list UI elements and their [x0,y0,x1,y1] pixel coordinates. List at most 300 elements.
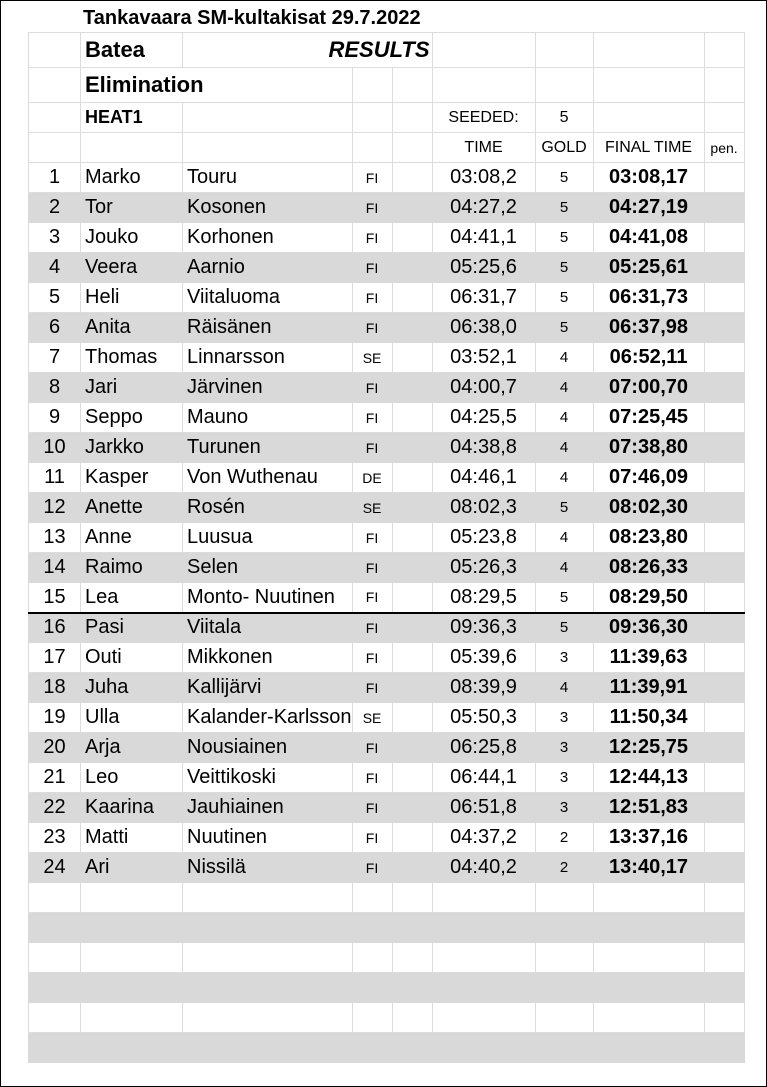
country-cell: FI [352,613,392,643]
country-cell: FI [352,823,392,853]
country-cell: FI [352,163,392,193]
rank-cell: 19 [29,703,81,733]
gold-cell: 2 [535,823,593,853]
rank-cell: 10 [29,433,81,463]
last-name-cell: Korhonen [183,223,353,253]
gold-cell [535,943,593,973]
last-name-cell: Kallijärvi [183,673,353,703]
gold-cell: 5 [535,313,593,343]
time-cell: 04:25,5 [432,403,535,433]
gold-cell [535,1033,593,1063]
result-row [29,163,745,193]
final-time-cell: 08:29,50 [593,583,704,613]
rank-cell: 14 [29,553,81,583]
result-row [29,673,745,703]
result-row [29,493,745,523]
final-time-cell: 08:02,30 [593,493,704,523]
rank-cell [29,883,81,913]
last-name-cell: Von Wuthenau [183,463,353,493]
result-row [29,223,745,253]
gold-cell: 5 [535,163,593,193]
rank-cell: 17 [29,643,81,673]
country-cell: SE [352,343,392,373]
country-cell: FI [352,313,392,343]
pen-cell [704,943,744,973]
first-name-cell [81,1003,183,1033]
result-row [29,613,745,643]
pen-cell [704,553,744,583]
blank-cell [392,553,432,583]
final-time-cell [593,1033,704,1063]
gold-cell: 4 [535,403,593,433]
first-name-cell: Pasi [81,613,183,643]
rank-cell [29,1033,81,1063]
final-time-cell: 06:31,73 [593,283,704,313]
rank-cell [29,973,81,1003]
final-time-cell [593,943,704,973]
last-name-cell: Luusua [183,523,353,553]
first-name-cell: Ulla [81,703,183,733]
result-row [29,523,745,553]
gold-cell: 5 [535,493,593,523]
country-cell: FI [352,433,392,463]
last-name-cell [183,913,353,943]
competition-title: Tankavaara SM-kultakisat 29.7.2022 [83,7,421,29]
time-cell: 06:31,7 [432,283,535,313]
country-cell: FI [352,553,392,583]
country-cell [352,1033,392,1063]
first-name-cell [81,883,183,913]
time-cell: 03:08,2 [432,163,535,193]
gold-cell: 3 [535,643,593,673]
rank-cell: 23 [29,823,81,853]
last-name-cell: Mauno [183,403,353,433]
first-name-cell: Jari [81,373,183,403]
country-cell: SE [352,703,392,733]
first-name-cell: Heli [81,283,183,313]
rank-cell: 15 [29,583,81,613]
pen-cell [704,583,744,613]
blank-cell [392,403,432,433]
rank-cell: 6 [29,313,81,343]
last-name-cell [183,1003,353,1033]
country-cell: FI [352,223,392,253]
pen-cell [704,1003,744,1033]
country-cell [352,883,392,913]
pen-cell [704,253,744,283]
final-time-cell: 07:00,70 [593,373,704,403]
result-row [29,403,745,433]
blank-cell [392,1003,432,1033]
first-name-cell: Seppo [81,403,183,433]
header-row-heat [29,103,745,133]
blank-cell [392,373,432,403]
pen-cell [704,193,744,223]
first-name-cell [81,943,183,973]
last-name-cell: Kosonen [183,193,353,223]
last-name-cell: Mikkonen [183,643,353,673]
blank-cell [392,763,432,793]
result-row [29,553,745,583]
time-cell: 05:26,3 [432,553,535,583]
result-row [29,583,745,613]
country-cell: FI [352,523,392,553]
final-time-cell: 13:40,17 [593,853,704,883]
first-name-cell: Marko [81,163,183,193]
first-name-cell: Outi [81,643,183,673]
time-cell [432,973,535,1003]
pen-cell [704,913,744,943]
final-time-cell: 11:39,91 [593,673,704,703]
rank-cell: 7 [29,343,81,373]
result-row [29,193,745,223]
rank-cell: 8 [29,373,81,403]
gold-cell: 4 [535,673,593,703]
final-time-cell: 03:08,17 [593,163,704,193]
gold-cell: 5 [535,613,593,643]
gold-cell: 5 [535,283,593,313]
rank-cell: 13 [29,523,81,553]
result-row [29,793,745,823]
gold-cell [535,913,593,943]
time-cell [432,883,535,913]
rank-cell: 4 [29,253,81,283]
result-row [29,433,745,463]
first-name-cell: Jarkko [81,433,183,463]
result-row [29,823,745,853]
rank-cell: 11 [29,463,81,493]
time-cell: 05:25,6 [432,253,535,283]
rank-cell: 5 [29,283,81,313]
time-cell: 05:50,3 [432,703,535,733]
last-name-cell: Monto- Nuutinen [183,583,353,613]
first-name-cell: Juha [81,673,183,703]
result-row [29,373,745,403]
time-cell: 06:51,8 [432,793,535,823]
result-row [29,463,745,493]
final-time-cell: 07:38,80 [593,433,704,463]
pen-cell [704,523,744,553]
blank-cell [392,823,432,853]
seeded-label: SEEDED: [432,103,535,133]
empty-row [29,883,745,913]
pen-cell [704,1033,744,1063]
time-cell: 04:37,2 [432,823,535,853]
time-cell [432,943,535,973]
final-time-cell: 11:39,63 [593,643,704,673]
rank-cell: 1 [29,163,81,193]
country-cell: FI [352,673,392,703]
final-time-cell [593,883,704,913]
rank-cell: 21 [29,763,81,793]
last-name-cell: Aarnio [183,253,353,283]
country-cell: FI [352,853,392,883]
pen-cell [704,823,744,853]
blank-cell [392,1033,432,1063]
pen-cell [704,883,744,913]
final-time-cell: 06:37,98 [593,313,704,343]
last-name-cell: Viitala [183,613,353,643]
header-row-round [29,68,745,103]
results-table [28,32,745,1063]
country-cell: FI [352,763,392,793]
time-cell: 08:39,9 [432,673,535,703]
country-cell: DE [352,463,392,493]
pen-cell [704,493,744,523]
gold-cell: 5 [535,253,593,283]
pen-cell [704,163,744,193]
gold-cell [535,883,593,913]
country-cell [352,1003,392,1033]
empty-row [29,1033,745,1063]
pen-cell [704,403,744,433]
final-time-cell [593,913,704,943]
time-cell: 06:25,8 [432,733,535,763]
country-cell: FI [352,283,392,313]
result-row [29,283,745,313]
pen-cell [704,673,744,703]
pen-cell [704,313,744,343]
final-time-cell: 08:26,33 [593,553,704,583]
country-cell: FI [352,643,392,673]
time-cell: 04:41,1 [432,223,535,253]
first-name-cell: Arja [81,733,183,763]
col-header-pen: pen. [704,133,744,163]
blank-cell [392,343,432,373]
country-cell: FI [352,253,392,283]
final-time-cell: 06:52,11 [593,343,704,373]
first-name-cell: Anne [81,523,183,553]
gold-cell: 4 [535,523,593,553]
result-row [29,313,745,343]
blank-cell [392,493,432,523]
gold-cell: 3 [535,703,593,733]
blank-cell [392,223,432,253]
final-time-cell: 04:41,08 [593,223,704,253]
time-cell: 05:39,6 [432,643,535,673]
first-name-cell: Anita [81,313,183,343]
rank-cell: 18 [29,673,81,703]
rank-cell [29,913,81,943]
empty-row [29,973,745,1003]
pen-cell [704,643,744,673]
blank-cell [392,463,432,493]
pen-cell [704,793,744,823]
time-cell: 05:23,8 [432,523,535,553]
time-cell: 04:40,2 [432,853,535,883]
rank-cell: 20 [29,733,81,763]
result-row [29,763,745,793]
last-name-cell: Nuutinen [183,823,353,853]
blank-cell [392,583,432,613]
last-name-cell: Touru [183,163,353,193]
col-header-time: TIME [432,133,535,163]
blank-cell [392,913,432,943]
empty-row [29,1003,745,1033]
last-name-cell [183,973,353,1003]
first-name-cell: Veera [81,253,183,283]
final-time-cell: 12:44,13 [593,763,704,793]
time-cell: 06:44,1 [432,763,535,793]
last-name-cell: Veittikoski [183,763,353,793]
blank-cell [392,643,432,673]
time-cell: 04:00,7 [432,373,535,403]
seeded-value: 5 [535,103,593,133]
country-cell: FI [352,583,392,613]
gold-cell: 4 [535,373,593,403]
gold-cell: 4 [535,343,593,373]
final-time-cell: 12:25,75 [593,733,704,763]
time-cell: 04:46,1 [432,463,535,493]
blank-cell [392,943,432,973]
result-row [29,643,745,673]
gold-cell [535,973,593,1003]
first-name-cell: Jouko [81,223,183,253]
rank-cell [29,1003,81,1033]
result-row [29,703,745,733]
final-time-cell: 12:51,83 [593,793,704,823]
gold-cell: 5 [535,583,593,613]
empty-row [29,943,745,973]
last-name-cell: Rosén [183,493,353,523]
pen-cell [704,763,744,793]
blank-cell [392,433,432,463]
country-cell: SE [352,493,392,523]
first-name-cell: Thomas [81,343,183,373]
time-cell: 03:52,1 [432,343,535,373]
rank-cell [29,943,81,973]
country-cell: FI [352,193,392,223]
final-time-cell: 08:23,80 [593,523,704,553]
blank-cell [392,733,432,763]
blank-cell [392,673,432,703]
pen-cell [704,463,744,493]
final-time-cell: 04:27,19 [593,193,704,223]
first-name-cell [81,913,183,943]
first-name-cell: Kasper [81,463,183,493]
last-name-cell [183,883,353,913]
result-row [29,253,745,283]
last-name-cell: Jauhiainen [183,793,353,823]
gold-cell: 5 [535,193,593,223]
blank-cell [392,973,432,1003]
blank-cell [392,283,432,313]
header-row-event [29,33,745,68]
last-name-cell: Järvinen [183,373,353,403]
gold-cell: 3 [535,793,593,823]
final-time-cell: 09:36,30 [593,613,704,643]
pen-cell [704,703,744,733]
first-name-cell: Tor [81,193,183,223]
blank-cell [392,883,432,913]
last-name-cell: Viitaluoma [183,283,353,313]
final-time-cell: 13:37,16 [593,823,704,853]
last-name-cell: Nissilä [183,853,353,883]
time-cell: 04:27,2 [432,193,535,223]
country-cell: FI [352,793,392,823]
gold-cell: 4 [535,433,593,463]
pen-cell [704,223,744,253]
gold-cell: 3 [535,733,593,763]
first-name-cell [81,1033,183,1063]
col-header-final-time: FINAL TIME [593,133,704,163]
first-name-cell: Anette [81,493,183,523]
gold-cell [535,1003,593,1033]
final-time-cell: 11:50,34 [593,703,704,733]
rank-cell: 16 [29,613,81,643]
country-cell [352,973,392,1003]
blank-cell [392,853,432,883]
round-name: Elimination [81,68,353,103]
last-name-cell: Turunen [183,433,353,463]
last-name-cell [183,943,353,973]
final-time-cell [593,973,704,1003]
rank-cell: 3 [29,223,81,253]
final-time-cell: 07:46,09 [593,463,704,493]
first-name-cell: Leo [81,763,183,793]
first-name-cell: Matti [81,823,183,853]
last-name-cell: Kalander-Karlsson [183,703,353,733]
empty-row [29,913,745,943]
result-row [29,853,745,883]
pen-cell [704,373,744,403]
country-cell [352,913,392,943]
final-time-cell: 05:25,61 [593,253,704,283]
last-name-cell: Selen [183,553,353,583]
time-cell: 04:38,8 [432,433,535,463]
heat-name: HEAT1 [81,103,183,133]
blank-cell [392,793,432,823]
rank-cell: 22 [29,793,81,823]
blank-cell [392,523,432,553]
gold-cell: 2 [535,853,593,883]
first-name-cell: Raimo [81,553,183,583]
col-header-gold: GOLD [535,133,593,163]
final-time-cell [593,1003,704,1033]
gold-cell: 5 [535,223,593,253]
country-cell [352,943,392,973]
final-time-cell: 07:25,45 [593,403,704,433]
first-name-cell: Ari [81,853,183,883]
first-name-cell: Kaarina [81,793,183,823]
rank-cell: 2 [29,193,81,223]
country-cell: FI [352,733,392,763]
blank-cell [392,163,432,193]
first-name-cell: Lea [81,583,183,613]
time-cell: 08:02,3 [432,493,535,523]
country-cell: FI [352,403,392,433]
gold-cell: 4 [535,463,593,493]
result-row [29,343,745,373]
time-cell [432,913,535,943]
pen-cell [704,433,744,463]
last-name-cell: Räisänen [183,313,353,343]
pen-cell [704,973,744,1003]
time-cell: 09:36,3 [432,613,535,643]
gold-cell: 3 [535,763,593,793]
event-name: Batea [81,33,183,68]
time-cell [432,1033,535,1063]
time-cell: 06:38,0 [432,313,535,343]
rank-cell: 12 [29,493,81,523]
blank-cell [392,193,432,223]
column-header-row [29,133,745,163]
results-label: RESULTS [183,33,433,68]
pen-cell [704,343,744,373]
rank-cell: 24 [29,853,81,883]
time-cell: 08:29,5 [432,583,535,613]
pen-cell [704,733,744,763]
